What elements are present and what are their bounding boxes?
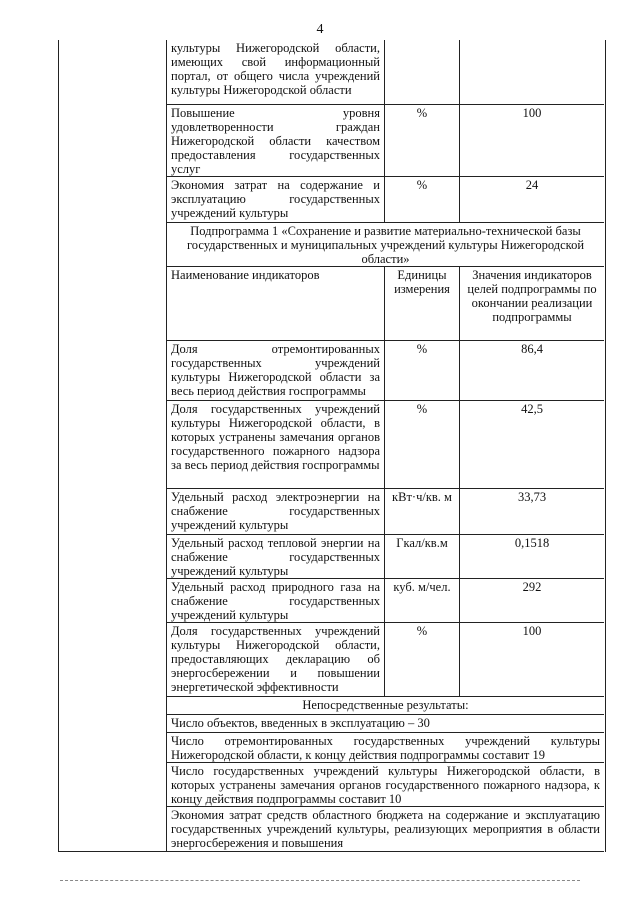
indicator-unit — [385, 40, 460, 104]
indicator-name: Доля государственных учреждений культуры Нижегородской области, в которых устранены замечания органов государственного пожарного надзора за весь период действия госпрограммы — [167, 401, 385, 488]
result-text: Экономия затрат средств областного бюджета на содержание и эксплуатацию государственных учреждений культуры, реализующих мероприятия в области энергосбережения и повышения — [171, 808, 600, 850]
page-number: 4 — [316, 22, 324, 37]
indicator-value: 86,4 — [521, 342, 543, 356]
result-text: Число государственных учреждений культуры Нижегородской области, в которых устранены замечания органов государственного пожарного надзора, к концу действия подпрограммы составит 10 — [171, 764, 600, 806]
indicator-name: Доля государственных учреждений культуры Нижегородской области, предоставляющих декларацию об энергосбережении и повышении энергетической эффективности — [167, 623, 385, 696]
table-row — [167, 578, 604, 622]
direct-results-title: Непосредственные результаты: — [302, 698, 469, 712]
indicator-unit: куб. м/чел. — [385, 579, 460, 622]
indicator-value: 100 — [522, 624, 542, 638]
subprogram-row — [167, 222, 604, 266]
result-row — [167, 762, 604, 806]
indicator-value: 292 — [522, 580, 542, 594]
indicator-value: 42,5 — [521, 402, 543, 416]
subprogram-title: Подпрограмма 1 «Сохранение и развитие материально-технической базы государственных и муниципальных учреждений культуры Нижегородской области» — [186, 224, 585, 266]
result-text: Число отремонтированных государственных учреждений культуры Нижегородской области, к концу действия подпрограммы составит 19 — [171, 734, 600, 762]
indicator-value: 0,1518 — [514, 536, 550, 550]
indicator-unit: Гкал/кв.м — [385, 535, 460, 578]
header-unit: Единицы измерения — [385, 267, 460, 340]
indicator-name: Экономия затрат на содержание и эксплуатацию государственных учреждений культуры — [167, 177, 385, 222]
indicator-unit: % — [385, 401, 460, 488]
indicator-value: 100 — [522, 106, 542, 120]
indicator-unit: кВт·ч/кв. м — [385, 489, 460, 534]
indicator-unit: % — [385, 341, 460, 400]
result-row — [167, 806, 604, 852]
table-row — [167, 340, 604, 400]
table-row — [167, 40, 604, 104]
indicator-unit: % — [385, 623, 460, 696]
results-title-row — [167, 696, 604, 714]
table-row — [167, 400, 604, 488]
table-header — [167, 266, 604, 340]
indicator-name: Удельный расход тепловой энергии на снабжение государственных учреждений культуры — [167, 535, 385, 578]
result-row — [167, 714, 604, 732]
table-row — [167, 488, 604, 534]
result-text: Число объектов, введенных в эксплуатацию – 30 — [171, 716, 430, 730]
indicator-name: Удельный расход природного газа на снабжение государственных учреждений культуры — [167, 579, 385, 622]
indicator-name: культуры Нижегородской области, имеющих свой информационный портал, от общего числа учреждений культуры Нижегородской области — [167, 40, 385, 104]
indicator-value: 33,73 — [517, 490, 547, 504]
indicator-value — [460, 40, 604, 104]
indicator-value: 24 — [525, 178, 539, 192]
table-bottom-border — [58, 851, 604, 852]
table-row — [167, 176, 604, 222]
indicator-name: Доля отремонтированных государственных учреждений культуры Нижегородской области за весь период действия госпрограммы — [167, 341, 385, 400]
table-row — [167, 534, 604, 578]
indicator-unit: % — [385, 177, 460, 222]
indicator-unit: % — [385, 105, 460, 176]
indicator-name: Повышение уровня удовлетворенности граждан Нижегородской области качеством предоставления государственных услуг — [167, 105, 385, 176]
indicator-name: Удельный расход электроэнергии на снабжение государственных учреждений культуры — [167, 489, 385, 534]
header-name: Наименование индикаторов — [167, 267, 385, 340]
header-value: Значения индикаторов целей подпрограммы по окончании реализации подпрограммы — [467, 268, 597, 324]
result-row — [167, 732, 604, 762]
table-row — [167, 622, 604, 696]
footer-divider — [60, 880, 580, 881]
table-row — [167, 104, 604, 176]
